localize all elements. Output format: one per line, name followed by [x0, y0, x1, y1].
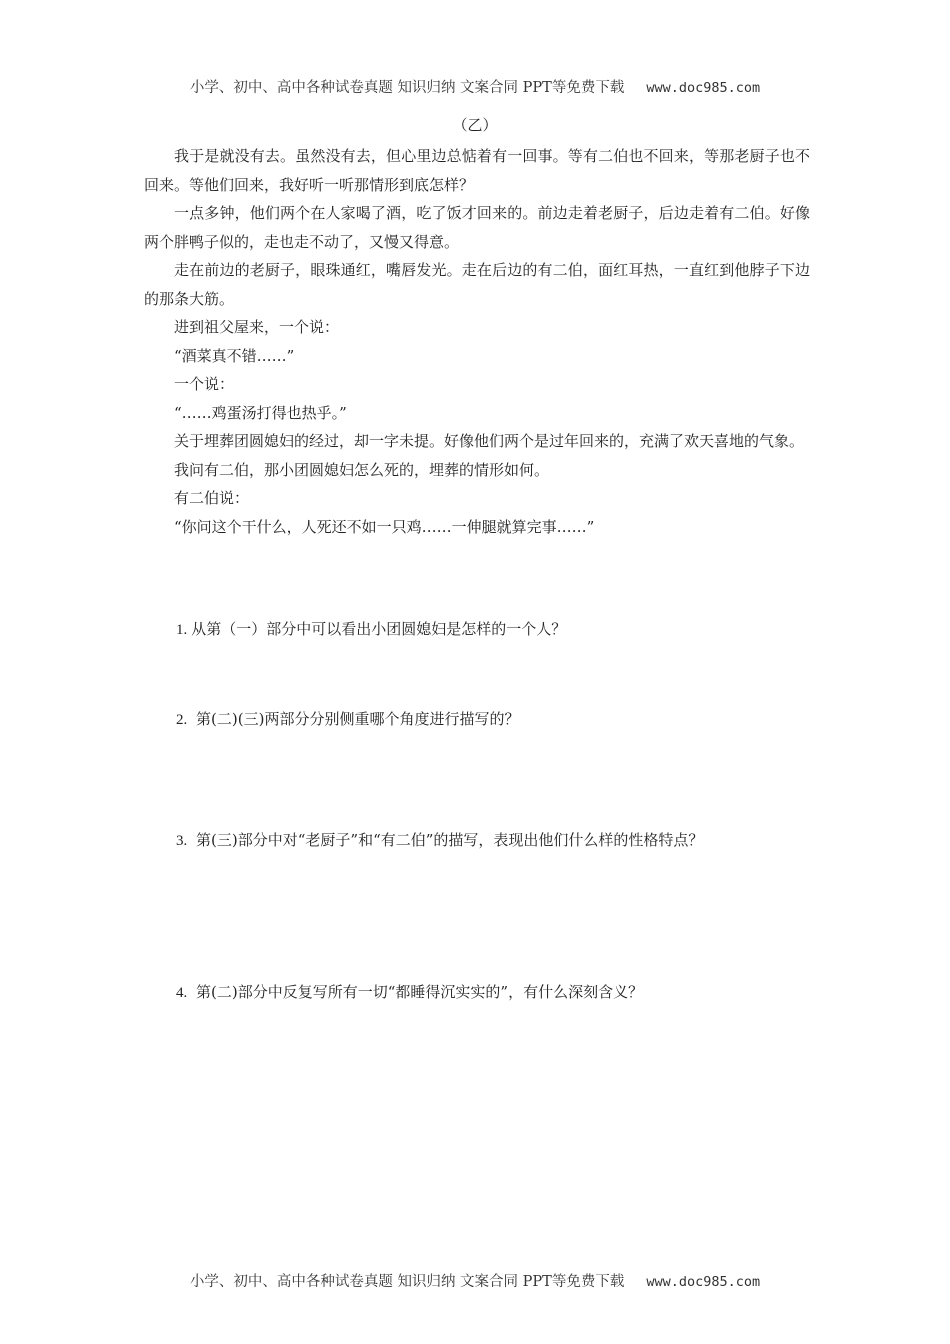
- passage-body: [144, 142, 810, 541]
- header-url[interactable]: www.doc985.com: [646, 80, 761, 96]
- footer-text: 小学、初中、高中各种试卷真题 知识归纳 文案合同 PPT等免费下载: [189, 1274, 625, 1290]
- paragraph: 一个说：: [174, 375, 235, 393]
- paragraph: 有二伯说：: [174, 489, 250, 507]
- question-item: [176, 829, 703, 850]
- paragraph: 关于埋葬团圆媳妇的经过，却一字未提。好像他们两个是过年回来的，充满了欢天喜地的气象。: [174, 432, 805, 450]
- header-text: 小学、初中、高中各种试卷真题 知识归纳 文案合同 PPT等免费下载: [189, 80, 625, 96]
- question-item: [176, 981, 643, 1002]
- paragraph: “……鸡蛋汤打得也热乎。”: [174, 403, 347, 422]
- question-number: 3.: [176, 833, 188, 849]
- section-mark: （乙）: [452, 116, 498, 134]
- question-number: 1.: [176, 622, 188, 638]
- question-item: [176, 618, 566, 639]
- paragraph: “你问这个干什么，人死还不如一只鸡……一伸腿就算完事……”: [174, 517, 595, 536]
- paragraph: 走在前边的老厨子，眼珠通红，嘴唇发光。走在后边的有二伯，面红耳热，一直红到他脖子下边的那条大筋。: [144, 261, 810, 308]
- paragraph: “酒菜真不错……”: [174, 346, 295, 365]
- page-footer: [0, 1270, 950, 1291]
- question-text: 第(二)(三)两部分分别侧重哪个角度进行描写的？: [196, 710, 520, 728]
- page-header: [0, 76, 950, 97]
- question-text: 第(三)部分中对“老厨子”和“有二伯”的描写，表现出他们什么样的性格特点？: [196, 831, 704, 849]
- footer-url[interactable]: www.doc985.com: [646, 1274, 761, 1290]
- question-text: 第(二)部分中反复写所有一切“都睡得沉实实的”，有什么深刻含义？: [196, 983, 644, 1001]
- paragraph: 我于是就没有去。虽然没有去，但心里边总惦着有一回事。等有二伯也不回来，等那老厨子也不回来。等他们回来，我好听一听那情形到底怎样？: [144, 147, 810, 194]
- question-text: 从第（一）部分中可以看出小团圆媳妇是怎样的一个人？: [191, 620, 567, 638]
- question-number: 4.: [176, 985, 188, 1001]
- question-item: [176, 708, 519, 729]
- paragraph: 我问有二伯，那小团圆媳妇怎么死的，埋葬的情形如何。: [174, 460, 550, 479]
- paragraph: 一点多钟，他们两个在人家喝了酒，吃了饭才回来的。前边走着老厨子，后边走着有二伯。好像两个胖鸭子似的，走也走不动了，又慢又得意。: [144, 204, 810, 251]
- question-number: 2.: [176, 712, 188, 728]
- paragraph: 进到祖父屋来，一个说：: [174, 318, 340, 336]
